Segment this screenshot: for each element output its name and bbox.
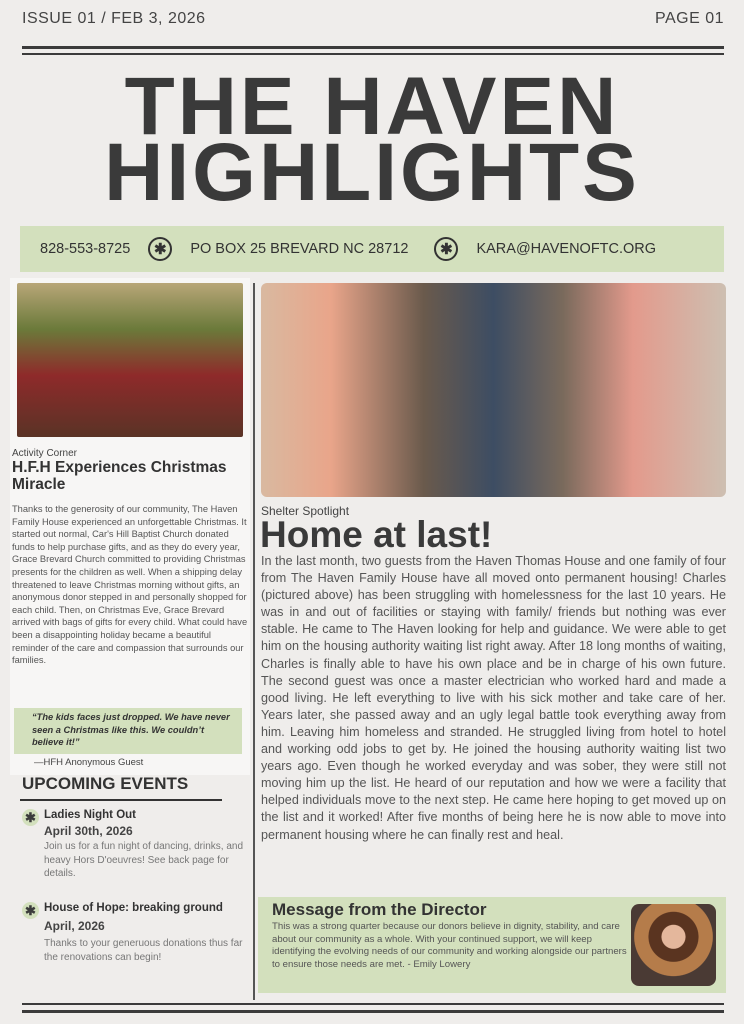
divider <box>22 1010 724 1013</box>
masthead-title <box>0 61 744 218</box>
spotlight-headline: Home at last! <box>260 514 493 555</box>
spotlight-body: In the last month, two guests from the Haven Thomas House and one family of four from The Haven Family House have all moved onto permanent housing! Charles (pictured above) has been struggling with homelessness for the last 10 years. He was in and out of facilities or staying with family/ friends but nothing was ever stable. He came to The Haven looking for help and guidance. We were able to get him on the housing authority waiting list right away. After 18 long months of waiting, Charles is finally able to have his own place and be in charge of his own future. The second guest was once a master electrician who worked hard and made a good living. He left everything to live with his sick mother and take care of her. Years later, she passed away and an ugly legal battle took everything away from him. Leaving him homeless and stranded. He struggled living from hotel to hotel and working odd jobs to get by. He joined the housing authority waiting list two years ago. Even though he worked everyday and was sober, they were still not moving him up the list. He heard of our reputation and how we were a facility that helped individuals move to the next step. He came here hoping to get moved up on the list and it worked! After five months of being here he is now able to move into permanent housing where he can finally rest and heal. <box>261 554 726 842</box>
director-body: This was a strong quarter because our donors believe in dignity, stability, and care about our community as a whole. With your continued support, we will keep identifying the evolving needs of our community and working alongside our partners to ensure those needs are met. - Emily Lowery <box>272 921 627 970</box>
charles-photo <box>261 283 726 497</box>
quote-attribution: —HFH Anonymous Guest <box>34 757 144 768</box>
divider <box>22 1003 724 1005</box>
section-label: Activity Corner <box>12 448 78 459</box>
activity-headline: H.F.H Experiences Christmas Miracle <box>12 459 227 493</box>
event-title: Ladies Night Out <box>44 809 136 821</box>
events-heading: UPCOMING EVENTS <box>22 774 189 793</box>
divider <box>22 53 724 55</box>
divider <box>22 46 724 49</box>
asterisk-icon: ✱ <box>148 237 172 261</box>
title-line-2: HIGHLIGHTS <box>104 127 640 218</box>
issue-date: ISSUE 01 / FEB 3, 2026 <box>22 10 206 27</box>
event-title: House of Hope: breaking ground <box>44 902 223 914</box>
activity-body: Thanks to the generosity of our community, The Haven Family House experienced an unforgettable Christmas. It started out normal, Car's Hill Baptist Church donated funds to help purchase gifts, and as they do every year, Grace Brevard Church committed to providing Christmas presents for the children as well. When a shipping delay threatened to leave Christmas morning without gifts, an anonymous donor stepped in and personally shopped for each child. Then, on Christmas Eve, Grace Brevard arrived with bags of gifts for every child. What could have been a disappointing holiday became a beautiful reminder of the care and compassion that surrounds our families. <box>12 504 248 666</box>
email: KARA@HAVENOFTC.ORG <box>476 241 657 257</box>
christmas-gifts-photo <box>17 283 243 437</box>
contact-bar <box>20 226 724 272</box>
pull-quote: “The kids faces just dropped. We have never seen a Christmas like this. We couldn’t believe it!” <box>14 708 242 754</box>
event-item <box>22 809 247 881</box>
event-description: Thanks to your generuous donations thus far the renovations can begin! <box>44 938 243 963</box>
section-label: Shelter Spotlight <box>261 504 350 518</box>
asterisk-icon: ✱ <box>434 237 458 261</box>
event-description: Join us for a fun night of dancing, drinks, and heavy Hors D'oeuvres! See back page for details. <box>44 841 244 879</box>
phone: 828-553-8725 <box>40 241 131 257</box>
column-divider <box>253 283 255 1000</box>
title-line-1: THE HAVEN <box>124 61 620 152</box>
director-photo <box>631 904 716 986</box>
page-number: PAGE 01 <box>654 10 724 27</box>
asterisk-icon: ✱ <box>22 809 39 826</box>
divider <box>20 799 222 801</box>
event-item <box>22 902 247 964</box>
asterisk-icon: ✱ <box>22 902 39 919</box>
director-heading: Message from the Director <box>272 900 487 919</box>
address: PO BOX 25 BREVARD NC 28712 <box>190 241 409 257</box>
event-date: April, 2026 <box>44 919 105 933</box>
event-date: April 30th, 2026 <box>44 824 133 838</box>
